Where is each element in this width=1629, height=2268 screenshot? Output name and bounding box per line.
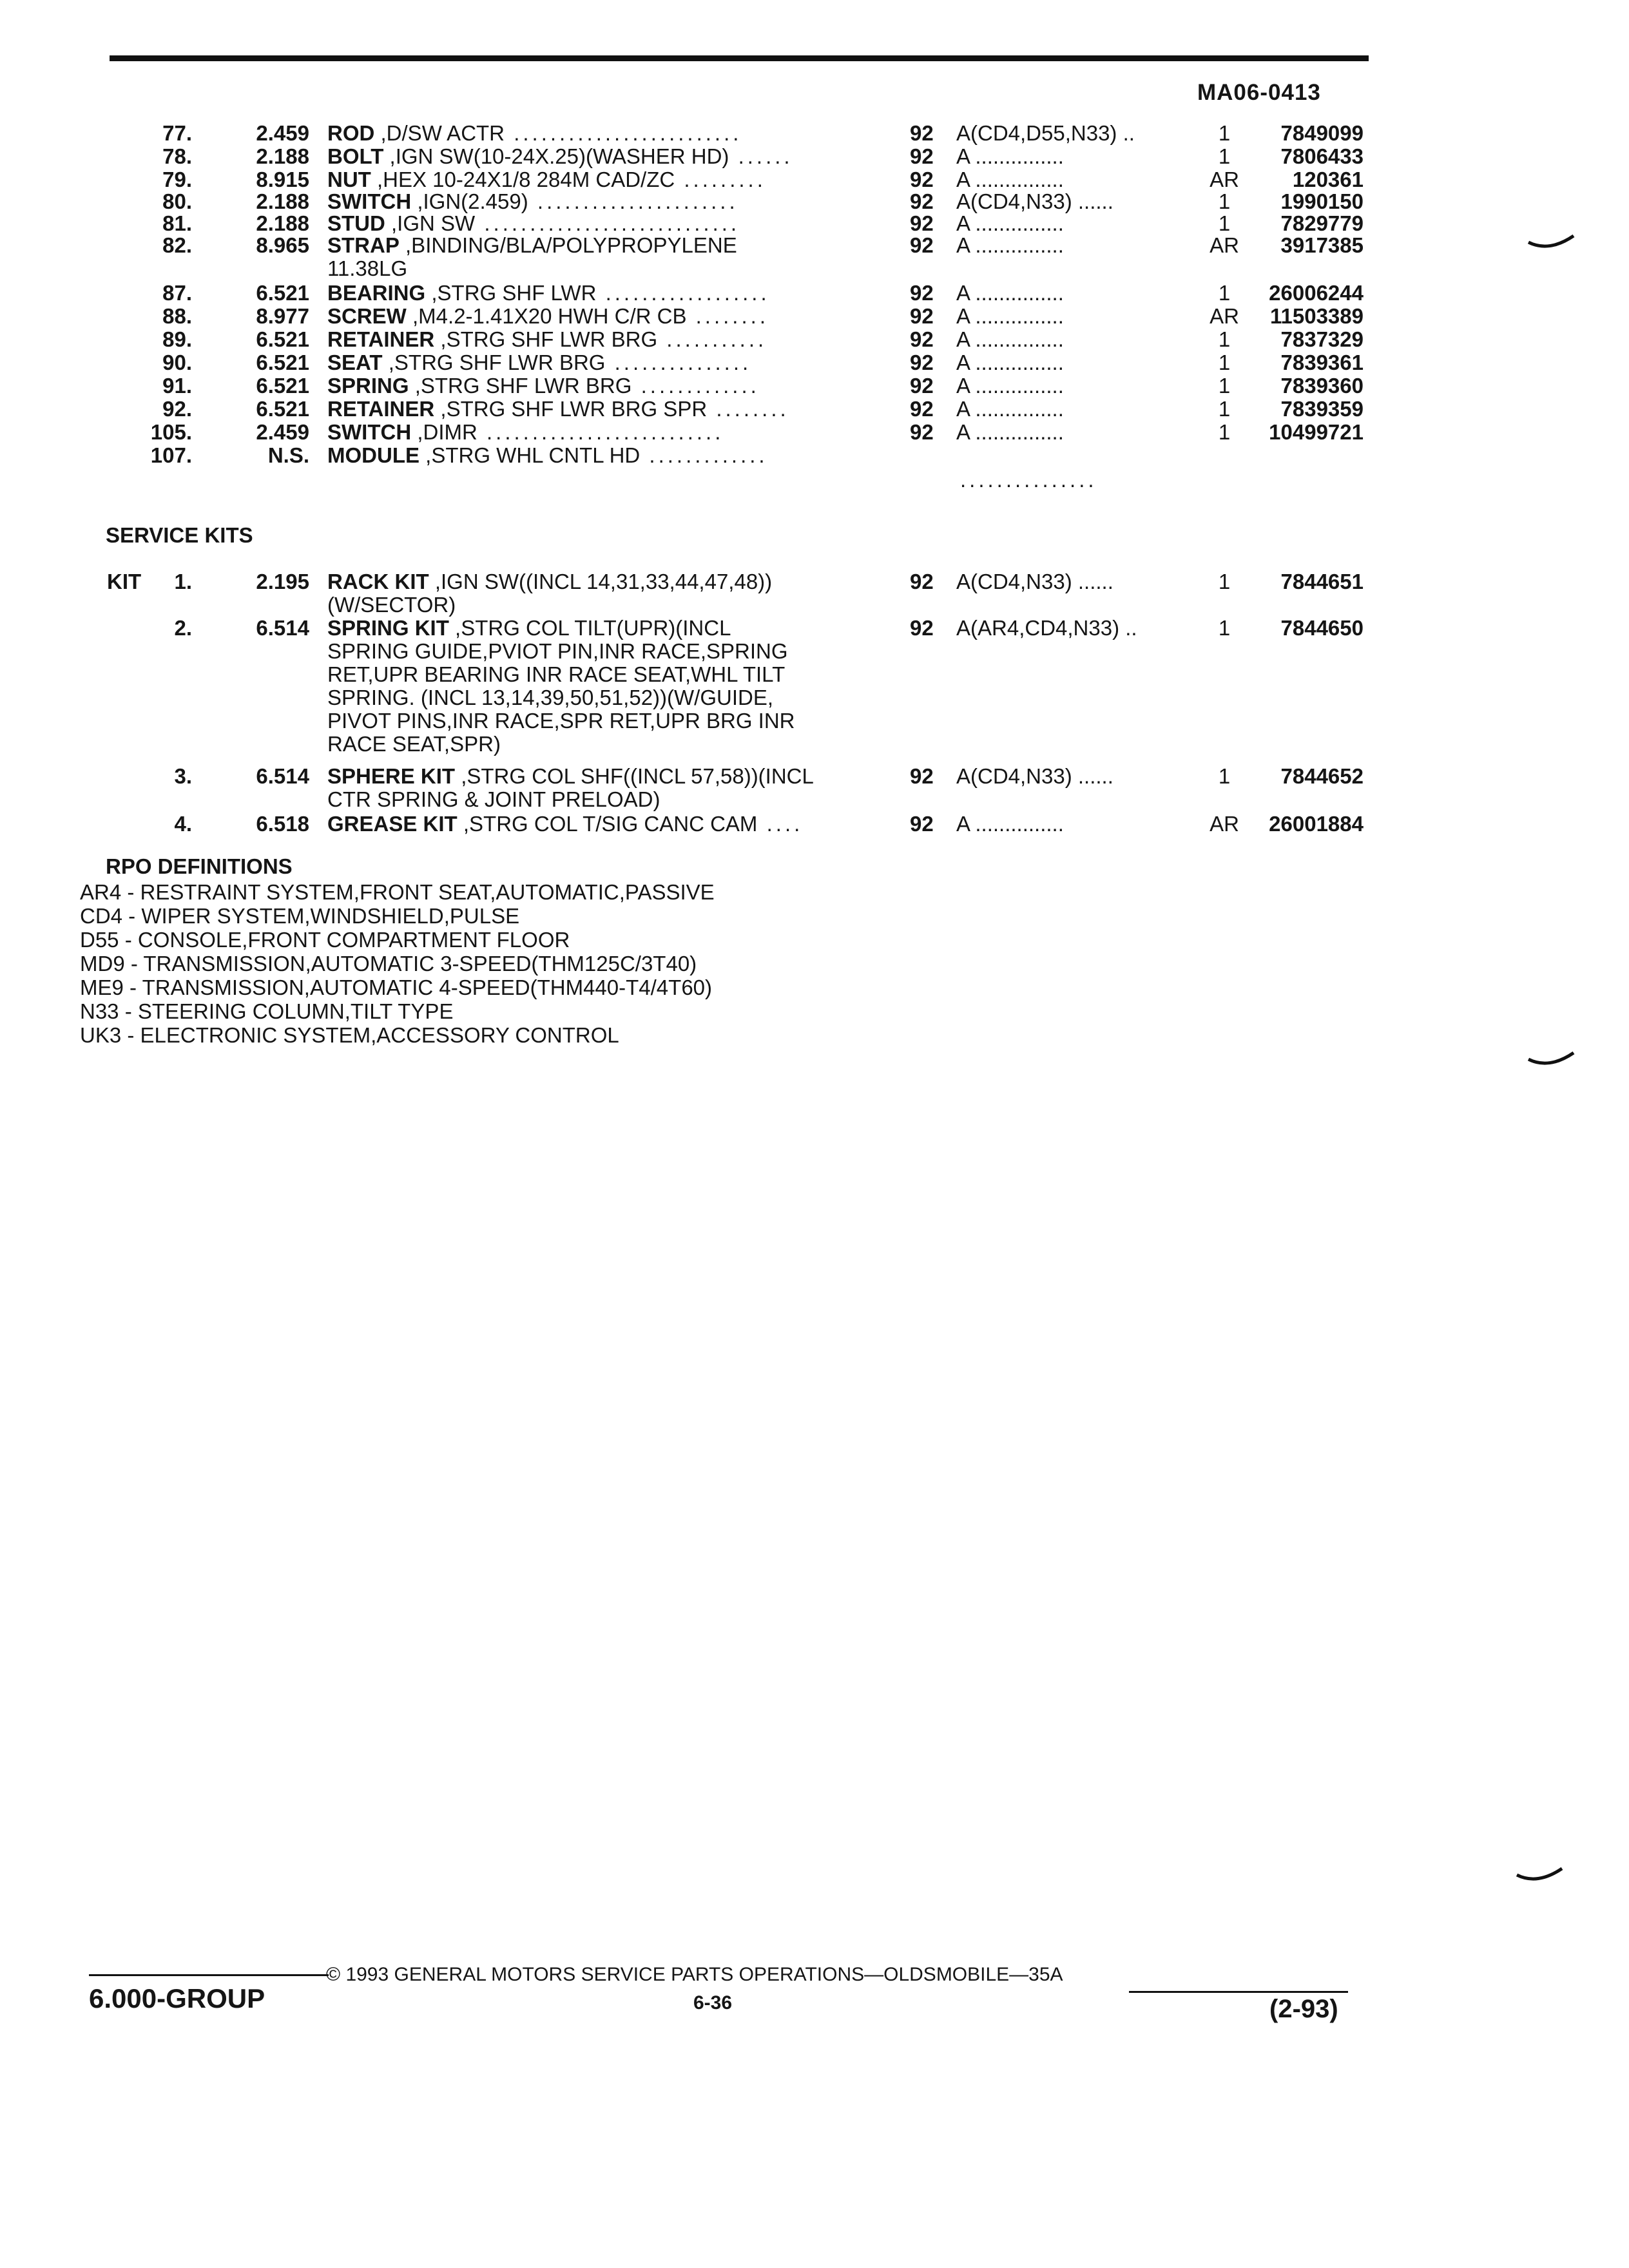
model-year: 92	[910, 764, 934, 788]
rpo-codes: A ...............	[956, 812, 1064, 836]
item-number: 107.	[150, 443, 192, 467]
description-continuation: RET,UPR BEARING INR RACE SEAT,WHL TILT	[327, 662, 786, 686]
part-spec: ,STRG COL SHF((INCL 57,58))(INCL	[455, 764, 814, 788]
part-row	[0, 168, 1629, 192]
quantity: 1	[1218, 144, 1231, 168]
footer-copyright: © 1993 GENERAL MOTORS SERVICE PARTS OPERATIONS—OLDSMOBILE—35A	[326, 1964, 1063, 1985]
part-description	[327, 281, 856, 305]
binding-mark	[1527, 1050, 1575, 1068]
group-number: 8.965	[256, 233, 309, 257]
part-name: RACK KIT	[327, 570, 429, 593]
item-number: 79.	[162, 168, 192, 191]
item-number: 87.	[162, 281, 192, 305]
part-number: 7844651	[1280, 570, 1364, 593]
rpo-codes: A ...............	[956, 211, 1064, 235]
model-year: 92	[910, 351, 934, 374]
item-number: 77.	[162, 121, 192, 145]
rpo-codes: A ...............	[956, 351, 1064, 374]
rpo-codes: A ...............	[956, 327, 1064, 351]
part-name: SPRING KIT	[327, 616, 449, 640]
model-year: 92	[910, 616, 934, 640]
model-year: 92	[910, 327, 934, 351]
part-number: 7844652	[1280, 764, 1364, 788]
part-row	[0, 327, 1629, 352]
part-name: STRAP	[327, 233, 400, 257]
kit-row	[0, 764, 1629, 789]
part-name: BOLT	[327, 144, 384, 168]
part-number: 26001884	[1269, 812, 1364, 836]
part-description	[327, 351, 856, 375]
part-name: MODULE	[327, 443, 419, 467]
group-number: 6.521	[256, 397, 309, 421]
part-spec: ,STRG SHF LWR BRG	[382, 351, 606, 374]
quantity: 1	[1218, 570, 1231, 593]
kit-row	[0, 570, 1629, 594]
part-spec: ,HEX 10-24X1/8 284M CAD/ZC	[371, 168, 675, 191]
model-year: 92	[910, 211, 934, 235]
group-number: 6.514	[256, 616, 309, 640]
rpo-codes: A(CD4,D55,N33) ..	[956, 121, 1135, 145]
rpo-definition: CD4 - WIPER SYSTEM,WINDSHIELD,PULSE	[80, 904, 520, 928]
leader-dots: ..........................	[477, 420, 724, 444]
part-number: 1990150	[1280, 189, 1364, 213]
part-name: SEAT	[327, 351, 383, 374]
part-number: 7839361	[1280, 351, 1364, 374]
part-description	[327, 764, 856, 789]
rpo-definition: ME9 - TRANSMISSION,AUTOMATIC 4-SPEED(THM440-T4/4T60)	[80, 975, 713, 999]
item-number: 90.	[162, 351, 192, 374]
group-number: 2.188	[256, 211, 309, 235]
description-continuation: (W/SECTOR)	[327, 593, 456, 617]
rpo-codes: A ...............	[956, 281, 1064, 305]
leader-dots: ........	[707, 397, 789, 421]
part-number: 7829779	[1280, 211, 1364, 235]
leader-dots: ...............	[605, 351, 752, 374]
group-number: N.S.	[267, 443, 309, 467]
part-name: SWITCH	[327, 420, 412, 444]
rpo-codes: A ...............	[956, 233, 1064, 257]
leader-dots: .........................	[505, 121, 742, 145]
part-name: SWITCH	[327, 189, 412, 213]
item-number: 81.	[162, 211, 192, 235]
part-spec: ,M4.2-1.41X20 HWH C/R CB	[406, 304, 687, 328]
leader-dots: ..................	[596, 281, 770, 305]
part-spec: ,DIMR	[411, 420, 477, 444]
footer-group: 6.000-GROUP	[89, 1983, 265, 2013]
item-number: 88.	[162, 304, 192, 328]
part-number: 3917385	[1280, 233, 1364, 257]
part-row	[0, 420, 1629, 445]
description-continuation: SPRING GUIDE,PVIOT PIN,INR RACE,SPRING	[327, 639, 788, 663]
part-description	[327, 570, 856, 594]
quantity: 1	[1218, 351, 1231, 374]
group-number: 6.514	[256, 764, 309, 788]
part-description	[327, 397, 856, 421]
binding-mark	[1516, 1866, 1563, 1884]
group-number: 2.195	[256, 570, 309, 593]
part-description	[327, 144, 856, 169]
part-description	[327, 616, 856, 640]
kit-row	[0, 616, 1629, 640]
part-row	[0, 281, 1629, 305]
part-spec: ,STRG SHF LWR BRG SPR	[434, 397, 708, 421]
leader-dots: ...........	[657, 327, 767, 351]
service-kits-heading: SERVICE KITS	[106, 523, 253, 547]
group-number: 2.459	[256, 121, 309, 145]
part-description	[327, 812, 856, 836]
part-row	[0, 144, 1629, 169]
rpo-definition: UK3 - ELECTRONIC SYSTEM,ACCESSORY CONTROL	[80, 1023, 619, 1047]
part-spec: ,BINDING/BLA/POLYPROPYLENE	[399, 233, 737, 257]
part-spec: ,STRG SHF LWR BRG	[434, 327, 658, 351]
leader-dots: ............................	[475, 211, 740, 235]
part-description	[327, 304, 856, 329]
part-number: 7837329	[1280, 327, 1364, 351]
group-number: 8.977	[256, 304, 309, 328]
part-row	[0, 443, 1629, 468]
leader-dots: ......................	[528, 189, 738, 213]
group-number: 2.459	[256, 420, 309, 444]
group-number: 6.521	[256, 374, 309, 398]
part-description	[327, 374, 856, 398]
group-number: 6.521	[256, 281, 309, 305]
rpo-codes: A ...............	[956, 144, 1064, 168]
group-number: 6.521	[256, 327, 309, 351]
part-spec: ,IGN SW(10-24X.25)(WASHER HD)	[383, 144, 729, 168]
model-year: 92	[910, 420, 934, 444]
part-number: 7844650	[1280, 616, 1364, 640]
rpo-definition: AR4 - RESTRAINT SYSTEM,FRONT SEAT,AUTOMATIC,PASSIVE	[80, 880, 715, 904]
rpo-codes: A ...............	[956, 168, 1064, 191]
model-year: 92	[910, 374, 934, 398]
part-spec: ,IGN(2.459)	[411, 189, 528, 213]
description-continuation: CTR SPRING & JOINT PRELOAD)	[327, 787, 660, 811]
group-number: 8.915	[256, 168, 309, 191]
part-name: GREASE KIT	[327, 812, 458, 836]
part-row	[0, 351, 1629, 375]
part-description	[327, 189, 856, 214]
rpo-definitions-heading: RPO DEFINITIONS	[106, 854, 293, 878]
leader-dots: .........	[675, 168, 766, 191]
group-number: 6.518	[256, 812, 309, 836]
description-continuation: SPRING. (INCL 13,14,39,50,51,52))(W/GUIDE,	[327, 686, 774, 709]
part-name: RETAINER	[327, 397, 435, 421]
part-name: BEARING	[327, 281, 426, 305]
part-description	[327, 327, 856, 352]
model-year: 92	[910, 233, 934, 257]
part-number: 7849099	[1280, 121, 1364, 145]
part-name: RETAINER	[327, 327, 435, 351]
part-name: ROD	[327, 121, 375, 145]
part-description	[327, 211, 856, 236]
top-rule	[110, 55, 1369, 61]
quantity: 1	[1218, 397, 1231, 421]
item-number: 92.	[162, 397, 192, 421]
description-continuation: 11.38LG	[327, 256, 408, 280]
part-row	[0, 189, 1629, 214]
part-spec: ,STRG SHF LWR	[425, 281, 597, 305]
part-spec: ,D/SW ACTR	[374, 121, 505, 145]
binding-mark	[1527, 233, 1575, 251]
quantity: 1	[1218, 616, 1231, 640]
part-description	[327, 168, 856, 192]
quantity: AR	[1210, 304, 1239, 328]
rpo-codes: A(AR4,CD4,N33) ..	[956, 616, 1137, 640]
document-id: MA06-0413	[1197, 80, 1321, 105]
part-number: 26006244	[1269, 281, 1364, 305]
part-name: SPRING	[327, 374, 409, 398]
part-name: NUT	[327, 168, 371, 191]
quantity: 1	[1218, 327, 1231, 351]
quantity: 1	[1218, 764, 1231, 788]
footer-page-number: 6-36	[693, 1992, 733, 2013]
model-year: 92	[910, 570, 934, 593]
rpo-codes: A ...............	[956, 397, 1064, 421]
group-number: 6.521	[256, 351, 309, 374]
leader-dots: ....	[757, 812, 804, 836]
part-spec: ,IGN SW	[385, 211, 476, 235]
quantity: AR	[1210, 812, 1239, 836]
item-number: 105.	[150, 420, 192, 444]
leader-dots: .............	[640, 443, 768, 467]
group-number: 2.188	[256, 144, 309, 168]
part-row	[0, 233, 1629, 258]
quantity: AR	[1210, 233, 1239, 257]
rpo-codes: A(CD4,N33) ......	[956, 570, 1113, 593]
item-number: 3.	[174, 764, 192, 788]
rpo-codes: A ...............	[956, 420, 1064, 444]
item-number: 1.	[174, 570, 192, 593]
rpo-codes: A ...............	[956, 374, 1064, 398]
rpo-codes: A ...............	[956, 304, 1064, 328]
model-year: 92	[910, 189, 934, 213]
item-number: 91.	[162, 374, 192, 398]
item-number: 78.	[162, 144, 192, 168]
model-year: 92	[910, 168, 934, 191]
part-row	[0, 304, 1629, 329]
part-name: STUD	[327, 211, 385, 235]
rpo-definition: N33 - STEERING COLUMN,TILT TYPE	[80, 999, 454, 1023]
part-description	[327, 121, 856, 146]
part-spec: ,IGN SW((INCL 14,31,33,44,47,48))	[429, 570, 773, 593]
part-row	[0, 374, 1629, 398]
description-continuation: RACE SEAT,SPR)	[327, 732, 501, 756]
item-number: 82.	[162, 233, 192, 257]
model-year: 92	[910, 144, 934, 168]
leader-dots: ......	[729, 144, 793, 168]
part-name: SPHERE KIT	[327, 764, 456, 788]
leader-dots: ........	[686, 304, 769, 328]
quantity: 1	[1218, 121, 1231, 145]
part-number: 11503389	[1269, 304, 1364, 328]
part-spec: ,STRG SHF LWR BRG	[409, 374, 632, 398]
part-description	[327, 443, 856, 468]
item-number: 80.	[162, 189, 192, 213]
part-spec: ,STRG WHL CNTL HD	[419, 443, 641, 467]
part-name: SCREW	[327, 304, 407, 328]
part-row	[0, 121, 1629, 146]
orphan-leader-dots: ...............	[960, 468, 1097, 492]
description-continuation: PIVOT PINS,INR RACE,SPR RET,UPR BRG INR	[327, 709, 795, 733]
part-number: 120361	[1292, 168, 1364, 191]
rpo-definition: MD9 - TRANSMISSION,AUTOMATIC 3-SPEED(THM125C/3T40)	[80, 952, 697, 975]
quantity: 1	[1218, 281, 1231, 305]
rpo-definition: D55 - CONSOLE,FRONT COMPARTMENT FLOOR	[80, 928, 570, 952]
model-year: 92	[910, 281, 934, 305]
part-number: 7839360	[1280, 374, 1364, 398]
model-year: 92	[910, 304, 934, 328]
model-year: 92	[910, 121, 934, 145]
quantity: 1	[1218, 420, 1231, 444]
model-year: 92	[910, 812, 934, 836]
quantity: 1	[1218, 189, 1231, 213]
model-year: 92	[910, 397, 934, 421]
quantity: 1	[1218, 211, 1231, 235]
quantity: AR	[1210, 168, 1239, 191]
footer-rule-left	[89, 1974, 329, 1976]
part-description	[327, 233, 856, 258]
kit-label: KIT	[107, 570, 142, 593]
part-spec: ,STRG COL T/SIG CANC CAM	[457, 812, 758, 836]
kit-row	[0, 812, 1629, 836]
item-number: 89.	[162, 327, 192, 351]
part-row	[0, 397, 1629, 421]
part-spec: ,STRG COL TILT(UPR)(INCL	[448, 616, 731, 640]
part-number: 7839359	[1280, 397, 1364, 421]
part-number: 10499721	[1269, 420, 1364, 444]
leader-dots: .............	[631, 374, 760, 398]
item-number: 2.	[174, 616, 192, 640]
footer-date: (2-93)	[1269, 1995, 1338, 2023]
group-number: 2.188	[256, 189, 309, 213]
part-description	[327, 420, 856, 445]
footer-rule-right	[1129, 1991, 1348, 1993]
item-number: 4.	[174, 812, 192, 836]
part-row	[0, 211, 1629, 236]
quantity: 1	[1218, 374, 1231, 398]
part-number: 7806433	[1280, 144, 1364, 168]
rpo-codes: A(CD4,N33) ......	[956, 189, 1113, 213]
rpo-codes: A(CD4,N33) ......	[956, 764, 1113, 788]
